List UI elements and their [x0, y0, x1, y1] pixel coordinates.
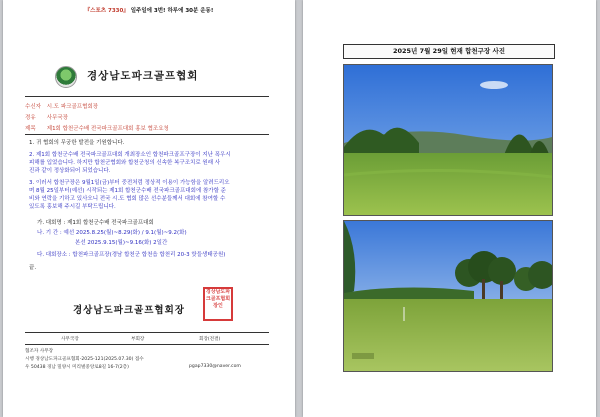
body-line: 비와 연락을 기하고 있사오니 전국 시.도 협회 많은 선수분들께서 대회에 참여할 수	[29, 196, 226, 202]
slogan-highlight: 『스포츠 7330』	[84, 8, 129, 14]
official-seal: 경상남도파크골프협회장인	[203, 287, 233, 321]
footer-approver: 부회장	[131, 337, 145, 342]
organization-name: 경상남도파크골프협회	[87, 70, 199, 82]
body-line: 2. 제1회 합천군수배 전국파크골프대회 개최장소인 합천파크골프구장이 지난 폭우시	[29, 152, 231, 158]
header-divider-top	[25, 96, 269, 97]
footer-approver: 사무국장	[61, 337, 79, 342]
via-value: 사무국장	[46, 115, 69, 121]
association-logo-icon	[55, 66, 77, 88]
detail-period-prelim: 나. 기 간 : 예선 2025.8.25(월)~8.29(화) / 9.1(월)~9.2(화)	[37, 230, 187, 236]
via-row	[25, 113, 68, 121]
subject-value: 제1회 합천군수배 전국파크골프대회 홍보 협조요청	[46, 126, 169, 132]
photo-sheet-title: 2025년 7월 29일 현재 합천구장 사진	[343, 44, 555, 59]
detail-venue: 다. 대회장소 : 합천파크골프장(경남 합천군 합천읍 합천리 20-3 핫들생태공원)	[37, 252, 226, 258]
recipient-value: 시.도 파크골프협회장	[46, 104, 99, 110]
document-page-photos	[303, 0, 596, 417]
subject-row	[25, 124, 169, 132]
footer-approver: 회장(전결)	[199, 337, 221, 342]
body-line: 진과 같이 정상화되어 되었습니다.	[29, 168, 111, 174]
document-page-letter	[3, 0, 295, 417]
body-line: 피해를 입었습니다. 하지만 합천군협회와 합천군청의 신속한 복구조치로 원래 사	[29, 160, 221, 166]
body-line: 1. 귀 협회의 무궁한 발전을 기원합니다.	[29, 140, 125, 146]
course-photo-1	[343, 64, 553, 216]
slogan-text: 일주일에 3번! 하루에 30분 운동!	[130, 8, 214, 14]
signature-title: 경상남도파크골프협회장	[73, 305, 185, 316]
via-label: 경유	[25, 115, 36, 121]
closing-mark: 끝.	[29, 265, 37, 271]
body-line: 며 8월 25일부터(예선) 시작되는 제1회 합천군수배 전국파크골프대회에 참가할 준	[29, 188, 226, 194]
header-divider-bottom	[25, 134, 269, 135]
body-line: 있도록 홍보해 주시길 부탁드립니다.	[29, 204, 116, 210]
slogan	[3, 6, 295, 14]
footer-line: 시행 경상남도파크골프협회-2025-121(2025.07.30) 접수	[25, 357, 144, 362]
footer-line: 우 50438 경남 밀양시 미리벌중앙로8길 16-7(2층)	[25, 365, 129, 370]
footer-line: 협조자 사무장	[25, 349, 54, 354]
recipient-row	[25, 102, 98, 110]
footer-divider	[25, 344, 269, 345]
footer-divider	[25, 332, 269, 333]
recipient-label: 수신자	[25, 104, 41, 110]
body-line: 3. 이러서 합천구장은 9월1일(금)부터 중전처럼 정상적 이용이 가능함을 알려드리오	[29, 180, 230, 186]
footer-email: pgap7330@naver.com	[189, 364, 241, 369]
course-photo-2	[343, 220, 553, 372]
detail-period-final: 본선 2025.9.15(월)~9.16(화) 2일간	[75, 240, 168, 246]
subject-label: 제목	[25, 126, 36, 132]
detail-event-name: 가. 대회명 : 제1회 합천군수배 전국파크골프대회	[37, 220, 154, 226]
